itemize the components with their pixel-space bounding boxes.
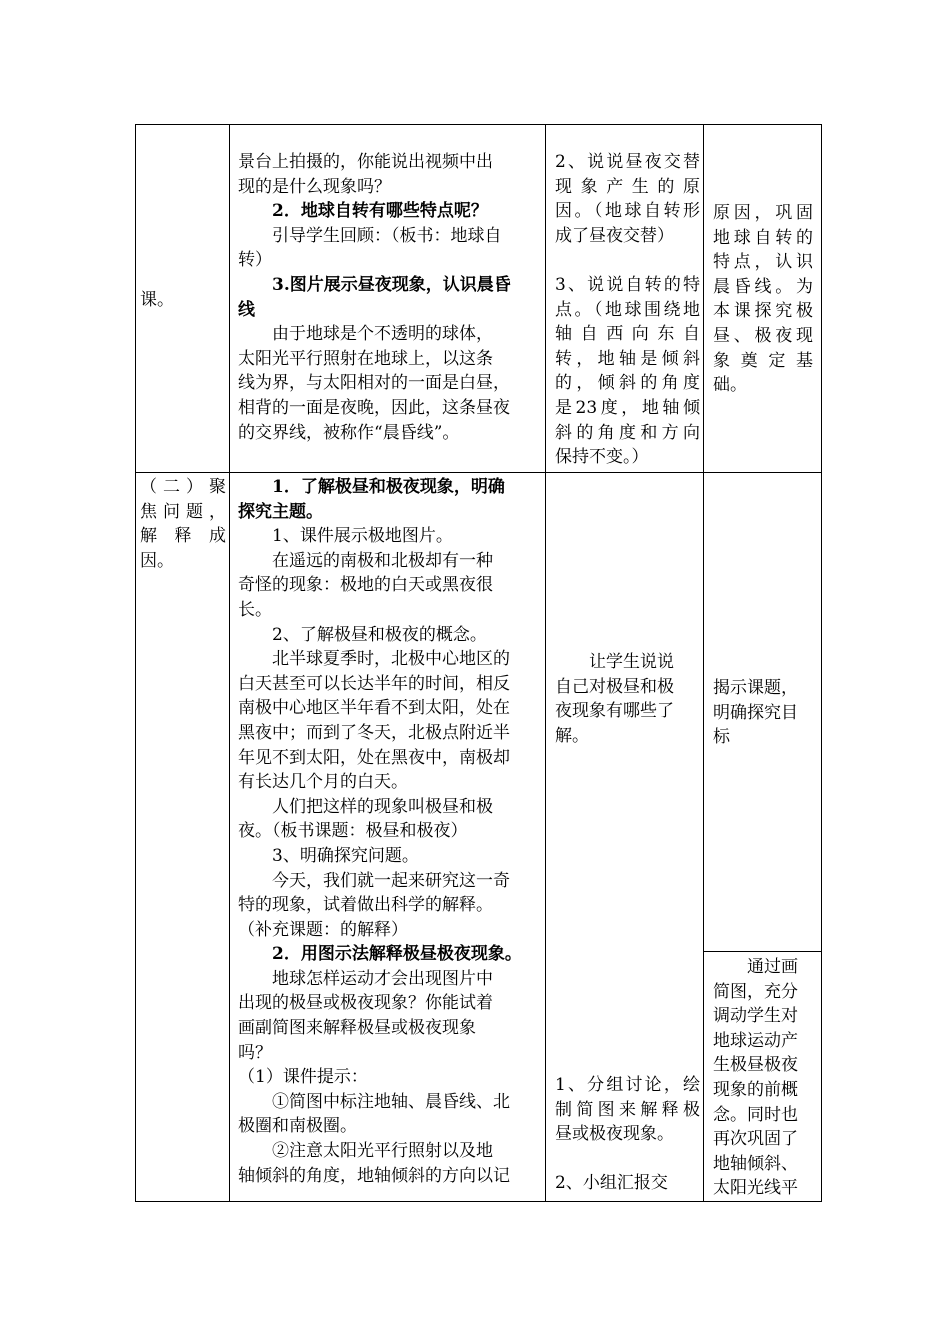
intent-text-line: 昼、极夜现 [713, 325, 813, 346]
column-divider-1 [229, 124, 230, 1202]
student-text-line: 制简图来解释极 [555, 1099, 700, 1120]
teacher-text-line: 出现的极昼或极夜现象？你能试着 [238, 993, 493, 1014]
teacher-text-line: 1．了解极昼和极夜现象，明确 [238, 477, 505, 497]
intent-text-line: 标 [713, 727, 730, 748]
teacher-text-line: 年见不到太阳，处在黑夜中，南极却 [238, 747, 510, 768]
teacher-text-line: 在遥远的南极和北极却有一种 [238, 550, 493, 571]
teacher-text-line: 3.图片展示昼夜现象，认识晨昏 [238, 274, 511, 295]
intent-text-line: 念。同时也 [713, 1104, 798, 1125]
teacher-text-line: 白天甚至可以长达半年的时间，相反 [238, 673, 510, 694]
teacher-text-line: 探究主题。 [238, 501, 323, 522]
row2-stage-cell [140, 475, 226, 573]
intent-text-line: 础。 [713, 375, 747, 396]
teacher-text-line: 极圈和南极圈。 [238, 1116, 357, 1137]
stage-text-line: 解释成 [140, 526, 226, 547]
intent-text-line: 简图，充分 [713, 981, 798, 1002]
table-border-right [821, 124, 822, 1202]
student-text-line: 自己对极昼和极 [555, 676, 674, 697]
row2-design-intent-cell-b [713, 955, 813, 1201]
teacher-text-line: 2．地球自转有哪些特点呢？ [238, 201, 488, 222]
row2-teacher-activity-cell [238, 475, 542, 1188]
teacher-text-line: 引导学生回顾：（板书：地球自 [238, 225, 502, 246]
row2-student-activity-cell-a [555, 650, 700, 748]
intent-text-line: 地球自转的 [713, 227, 813, 248]
intent-text-line: 通过画 [713, 957, 798, 977]
student-text-line: 现象产生的原 [555, 176, 700, 197]
intent-text-line: 明确探究目 [713, 702, 798, 723]
stage-text-line: 因。 [140, 550, 174, 571]
student-text-line: 让学生说说 [555, 652, 674, 672]
teacher-text-line: 黑夜中；而到了冬天，北极点附近半 [238, 722, 510, 743]
student-text-line: 因。（地球自转形 [555, 201, 700, 222]
student-text-line: 成了昼夜交替） [555, 225, 674, 246]
teacher-text-line: 3、明确探究问题。 [238, 845, 419, 866]
intent-text-line: 地球运动产 [713, 1030, 798, 1051]
teacher-text-line: 2．用图示法解释极昼极夜现象。 [238, 944, 522, 965]
table-border-bottom [135, 1201, 822, 1202]
teacher-text-line: 太阳光平行照射在地球上，以这条 [238, 348, 493, 369]
teacher-text-line: 转） [238, 250, 272, 271]
teacher-text-line: 由于地球是个不透明的球体， [238, 324, 493, 345]
student-text-line: 斜的角度和方向 [555, 422, 700, 443]
teacher-text-line: 吗？ [238, 1042, 272, 1063]
teacher-text-line: 画副简图来解释极昼或极夜现象 [238, 1018, 476, 1039]
row1-student-activity-cell [555, 150, 700, 470]
student-text-line: 是23度，地轴倾 [555, 397, 700, 418]
table-border-left [135, 124, 136, 1202]
student-text-line: 的，倾斜的角度 [555, 373, 700, 394]
teacher-text-line: 夜。（板书课题：极昼和极夜） [238, 821, 468, 842]
student-text-line: 解。 [555, 725, 589, 746]
intent-text-line: 地轴倾斜、 [713, 1153, 798, 1174]
teacher-text-line: （1）课件提示： [238, 1067, 368, 1088]
stage-text-line: （二）聚 [140, 477, 226, 497]
intent-text-line: 本课探究极 [713, 301, 813, 322]
teacher-text-line: 人们把这样的现象叫极昼和极 [238, 796, 493, 817]
row1-teacher-activity-cell [238, 150, 542, 445]
intent-text-line: 象奠定基 [713, 350, 813, 371]
intent-text-line: 调动学生对 [713, 1006, 798, 1027]
teacher-text-line: 1、课件展示极地图片。 [238, 526, 453, 547]
student-text-line: 3、说说自转的特 [555, 274, 700, 295]
row2-design-intent-cell-a [713, 676, 813, 750]
teacher-text-line: 线为界，与太阳相对的一面是白昼， [238, 373, 510, 394]
teacher-text-line: 奇怪的现象：极地的白天或黑夜很 [238, 575, 493, 596]
teacher-text-line: 今天，我们就一起来研究这一奇 [238, 870, 510, 891]
intent-text-line: 特点，认识 [713, 252, 813, 273]
intent-text-line: 生极昼极夜 [713, 1055, 798, 1076]
teacher-text-line: 长。 [238, 599, 272, 620]
row1-design-intent-cell [713, 201, 813, 398]
student-text-line: 点。（地球围绕地 [555, 299, 700, 320]
teacher-text-line: 有长达几个月的白天。 [238, 772, 408, 793]
student-text-line: 保持不变。） [555, 447, 649, 468]
row2-student-activity-cell-b [555, 1073, 700, 1196]
student-text-line [555, 248, 700, 273]
teacher-text-line: 景台上拍摄的，你能说出视频中出 [238, 152, 493, 172]
intent-text-line: 再次巩固了 [713, 1129, 798, 1150]
col4-cell-divider [703, 951, 822, 952]
teacher-text-line: （补充课题：的解释） [238, 919, 408, 940]
teacher-text-line: 轴倾斜的角度，地轴倾斜的方向以记 [238, 1165, 510, 1186]
intent-text-line: 现象的前概 [713, 1079, 798, 1100]
teacher-text-line: 地球怎样运动才会出现图片中 [238, 968, 493, 989]
stage-text-line: 焦问题， [140, 501, 226, 522]
teacher-text-line: 现的是什么现象吗？ [238, 176, 391, 197]
row1-stage-cell [140, 288, 226, 313]
intent-text-line: 晨昏线。为 [713, 276, 813, 297]
teacher-text-line: ②注意太阳光平行照射以及地 [238, 1141, 493, 1162]
student-text-line: 1、分组讨论，绘 [555, 1075, 700, 1095]
column-divider-2 [545, 124, 546, 1202]
student-text-line: 2、说说昼夜交替 [555, 152, 700, 172]
student-text-line: 夜现象有哪些了 [555, 701, 674, 722]
row-divider [135, 472, 822, 473]
teacher-text-line: 2、了解极昼和极夜的概念。 [238, 624, 487, 645]
teacher-text-line: 北半球夏季时，北极中心地区的 [238, 649, 510, 670]
intent-text-line: 太阳光线平 [713, 1178, 798, 1199]
row1-stage-text: 课。 [140, 290, 174, 310]
student-text-line: 转，地轴是倾斜 [555, 348, 700, 369]
teacher-text-line: 特的现象，试着做出科学的解释。 [238, 895, 493, 916]
student-text-line: 2、小组汇报交 [555, 1173, 668, 1194]
table-border-top [135, 124, 822, 125]
teacher-text-line: 南极中心地区半年看不到太阳，处在 [238, 698, 510, 719]
column-divider-3 [703, 124, 704, 1202]
student-text-line: 轴自西向东自 [555, 324, 700, 345]
student-text-line: 昼或极夜现象。 [555, 1124, 674, 1145]
intent-text-line: 揭示课题， [713, 678, 798, 698]
teacher-text-line: 相背的一面是夜晚，因此，这条昼夜 [238, 397, 510, 418]
intent-text-line: 原因，巩固 [713, 203, 813, 223]
teacher-text-line: 线 [238, 299, 255, 320]
teacher-text-line: ①简图中标注地轴、晨昏线、北 [238, 1091, 510, 1112]
teacher-text-line: 的交界线，被称作“晨昏线”。 [238, 422, 460, 443]
student-text-line [555, 1147, 700, 1172]
